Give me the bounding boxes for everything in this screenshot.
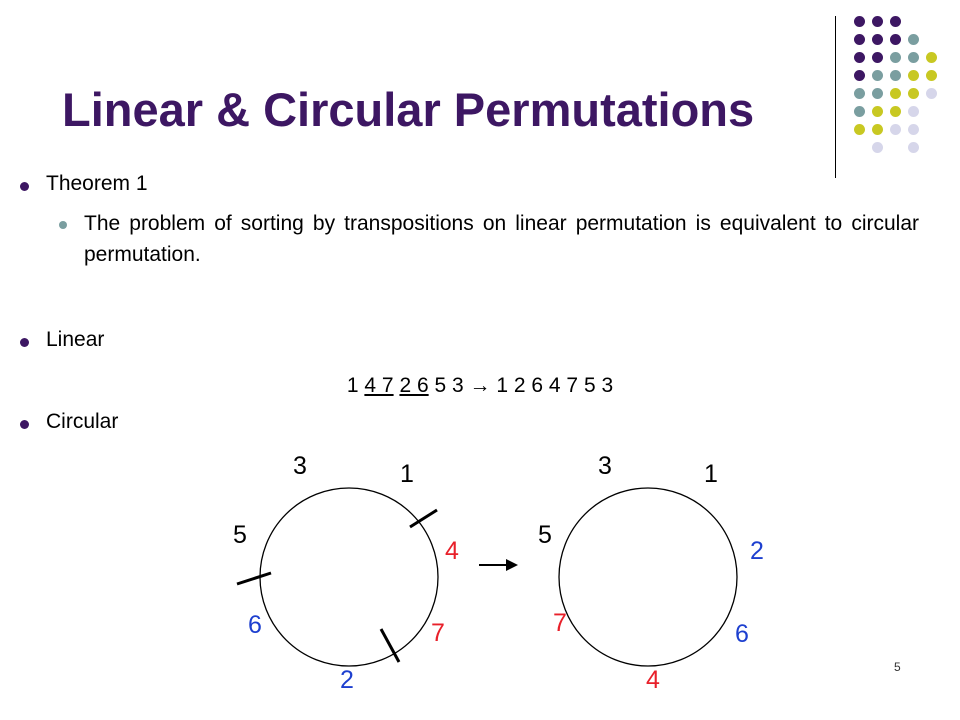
cut-mark xyxy=(381,629,399,662)
sequence-block-b: 2 6 xyxy=(399,374,429,397)
slide-number: 5 xyxy=(894,660,901,674)
circle-label: 1 xyxy=(400,460,414,488)
circle-label: 3 xyxy=(598,452,612,480)
linear-heading: Linear xyxy=(46,328,105,351)
cut-mark xyxy=(237,573,271,584)
circle-label: 6 xyxy=(248,611,262,639)
circle-label: 7 xyxy=(431,619,445,647)
circle-label: 3 xyxy=(293,452,307,480)
circle-label: 2 xyxy=(340,666,354,694)
sequence-block-a: 4 7 xyxy=(364,374,394,397)
right-arrow-icon: → xyxy=(469,374,491,397)
circle-label: 2 xyxy=(750,537,764,565)
circle-label: 4 xyxy=(445,537,459,565)
circle-label: 4 xyxy=(646,666,660,694)
circle-label: 6 xyxy=(735,620,749,648)
circle-label: 7 xyxy=(553,609,567,637)
theorem-text: The problem of sorting by transpositions on linear permutation is equivalent to circular permutation. xyxy=(84,212,919,266)
slide-title: Linear & Circular Permutations xyxy=(62,83,755,136)
sequence-rest: 5 3 xyxy=(434,374,464,397)
circle-label: 5 xyxy=(538,521,552,549)
sequence-result: 1 2 6 4 7 5 3 xyxy=(496,374,614,397)
circle-label: 5 xyxy=(233,521,247,549)
theorem-heading: Theorem 1 xyxy=(46,172,148,195)
left-circle xyxy=(260,488,438,666)
cut-mark xyxy=(410,510,437,527)
sequence-first: 1 xyxy=(346,374,359,397)
arrow-head xyxy=(506,559,518,571)
circular-heading: Circular xyxy=(46,410,119,433)
right-circle xyxy=(559,488,737,666)
circle-label: 1 xyxy=(704,460,718,488)
